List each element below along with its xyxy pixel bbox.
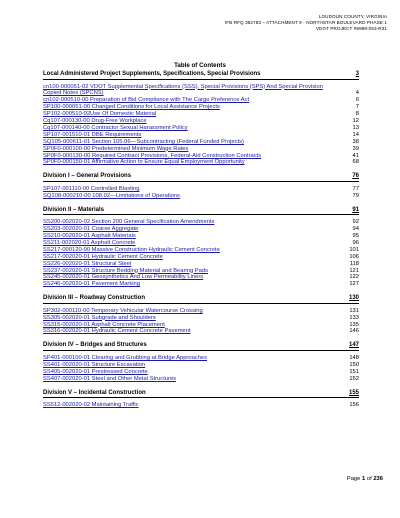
toc-entry[interactable] [43, 308, 359, 315]
toc-entry-link[interactable]: SS316-002020-01 Hydraulic Cement Concrete Pavement [43, 328, 191, 335]
toc-entry-link[interactable]: cn102-000510-00 Preparation of Bid Compliance with The Cargo Preference Act [43, 97, 250, 104]
toc-entry[interactable] [43, 261, 359, 268]
section-heading[interactable] [43, 295, 359, 304]
toc-entry[interactable] [43, 125, 359, 132]
toc-entry-page-number: 94 [352, 226, 359, 233]
toc-entry-link[interactable]: SS246-002020-01 Pavement Marking [43, 281, 140, 288]
toc-entry[interactable] [43, 233, 359, 240]
toc-entry[interactable] [43, 240, 359, 247]
toc-entry[interactable] [43, 111, 359, 118]
toc-entry-page-number: 12 [352, 118, 359, 125]
toc-entry[interactable] [43, 247, 359, 254]
toc-entry-link[interactable]: SP107-001510-01 DBE Requirements [43, 131, 142, 138]
toc-entry-link[interactable]: Cq107-000130-00 Drug-Free Workplace [43, 118, 147, 125]
toc-entry[interactable] [43, 315, 359, 322]
toc-entry-page-number: 148 [349, 354, 359, 361]
toc-entry[interactable] [43, 146, 359, 153]
toc-entry-page-number: 121 [349, 267, 359, 274]
toc-entry-page-number: 127 [349, 281, 359, 288]
section-page-number: 130 [348, 295, 359, 302]
toc-entry-page-number: 41 [352, 152, 359, 159]
toc-entry[interactable] [43, 219, 359, 226]
toc-entry-page-number: 133 [349, 314, 359, 321]
toc-entry-link[interactable]: SS217-000120-00 Massive Construction Hydraulic Cement Concrete [43, 246, 220, 253]
header-line-3: VDOT PROJECT #9999-053-R31 [315, 26, 387, 32]
section-page-number: 3 [355, 71, 359, 77]
section-title: Division IV – Bridges and Structures [43, 342, 147, 349]
section-title: Division V – Incidental Construction [43, 389, 146, 396]
footer-page-of: of [366, 476, 372, 482]
toc-entry[interactable] [43, 322, 359, 329]
toc-entry-page-number: 135 [349, 321, 359, 328]
toc-entry[interactable] [43, 104, 359, 111]
toc-entry-page-number: 150 [349, 361, 359, 368]
toc-entry[interactable] [43, 402, 359, 409]
toc-entry-page-number: 39 [352, 145, 359, 152]
toc-entry[interactable] [43, 186, 359, 193]
toc-entry-link[interactable]: SS200-002020-02 Section 200 General Specification Amendments [43, 219, 215, 226]
toc-entry[interactable] [43, 226, 359, 233]
toc-entry[interactable] [43, 193, 359, 200]
footer-page-total: 236 [373, 476, 383, 482]
toc-entry[interactable] [43, 97, 359, 104]
toc-entry-page-number: 14 [352, 131, 359, 138]
toc-entry-page-number: 156 [349, 402, 359, 408]
toc-entry-link[interactable]: SP401-000100-01 Clearing and Grubbing at Bridge Approaches [43, 354, 208, 361]
section-gap [43, 288, 359, 295]
table-of-contents [43, 71, 359, 409]
toc-entry-link[interactable]: SP302-000110-00 Temporary Vehicular Watercourse Crossing [43, 307, 203, 314]
toc-entry-link[interactable]: SS226-002020-01 Structural Steel [43, 260, 132, 267]
section-title: Division III – Roadway Construction [43, 295, 146, 302]
toc-entry-link[interactable]: SS211-002020-01 Asphalt Concrete [43, 239, 136, 246]
toc-entry[interactable] [43, 139, 359, 146]
section-title: Division I – General Provisions [43, 173, 132, 180]
toc-title: Table of Contents [174, 62, 226, 69]
toc-entry[interactable] [43, 118, 359, 125]
toc-entry-link[interactable]: cn100-000051-02 VDOT Supplemental Specifications (SSS), Special Provisions (SPS) And Special Provision Copied Notes (SPCNS) [43, 83, 323, 97]
toc-entry-page-number: 4 [355, 90, 359, 97]
section-heading[interactable] [43, 173, 359, 182]
toc-entry[interactable] [43, 362, 359, 369]
section-gap [43, 335, 359, 342]
toc-entry-link[interactable]: SP0F0-000150-01 Affirmative Action to Ensure Equal Employment Opportunity [43, 159, 245, 166]
toc-entry-page-number: 146 [349, 328, 359, 335]
toc-entry-page-number: 131 [349, 307, 359, 314]
toc-entry[interactable] [43, 328, 359, 335]
toc-entry-page-number: 38 [352, 138, 359, 145]
section-page-number: 91 [352, 206, 359, 213]
section-page-number: 155 [348, 389, 359, 396]
section-heading[interactable] [43, 342, 359, 351]
toc-entry-link[interactable]: SS405-002020-01 Prestressed Concrete [43, 368, 148, 375]
toc-entry-page-number: 13 [352, 124, 359, 131]
toc-entry-page-number: 92 [352, 219, 359, 226]
toc-entry-page-number: 96 [352, 239, 359, 246]
toc-entry[interactable] [43, 355, 359, 362]
page-footer [347, 476, 383, 482]
section-gap [43, 166, 359, 173]
toc-entry-page-number: 106 [349, 253, 359, 260]
toc-entry[interactable] [43, 268, 359, 275]
toc-entry-link[interactable]: SP0F0-000100-00 Predetermined Minimum Wage Rates [43, 145, 189, 152]
toc-entry-link[interactable]: SS245-002020-01 Geosynthetics And Low Permeability Liners [43, 274, 204, 281]
toc-entry[interactable] [43, 254, 359, 261]
toc-entry-page-number: 68 [352, 159, 359, 166]
toc-entry-page-number: 118 [349, 260, 359, 267]
toc-entry-link[interactable]: Cq107-000140-00 Contractor Sexual Harassment Policy [43, 124, 188, 131]
toc-entry-page-number: 6 [355, 97, 359, 104]
section-page-number: 147 [348, 342, 359, 349]
toc-entry-link[interactable]: SP0F0-000130-00 Required Contract Provisions, Federal-Aid Construction Contracts [43, 152, 262, 159]
section-gap [43, 383, 359, 390]
toc-entry[interactable] [43, 84, 359, 98]
section-gap [43, 200, 359, 207]
toc-entry-page-number: 122 [349, 274, 359, 281]
toc-entry[interactable] [43, 153, 359, 160]
header-line-2: IFB RFQ 382783 – ATTACHMENT 9 - NORTHSTAR BOULEVARD PHASE 1 [224, 20, 387, 26]
toc-entry-link[interactable]: SQ105-000611-01 Section 105.06—Subcontracting (Federal Funded Projects) [43, 138, 244, 145]
toc-entry-link[interactable]: SQ108-000210-00 108.02—Limitations of Operations [43, 192, 180, 199]
section-page-number: 76 [352, 173, 359, 180]
toc-entry-link[interactable]: SS401-002020-01 Structure Excavation [43, 361, 146, 368]
toc-entry-link[interactable]: SS203-002020-01 Coarse Aggregate [43, 226, 139, 233]
section-heading[interactable] [43, 207, 359, 216]
toc-entry[interactable] [43, 274, 359, 281]
toc-entry-page-number: 77 [352, 185, 359, 192]
toc-entry-link[interactable]: SP102-000510-02Use Of Domestic Material [43, 111, 157, 118]
toc-entry[interactable] [43, 376, 359, 383]
toc-entry[interactable] [43, 159, 359, 166]
section-title: Division II – Materials [43, 206, 105, 213]
toc-entry[interactable] [43, 369, 359, 376]
toc-entry-page-number: 151 [349, 368, 359, 375]
toc-entry-link[interactable]: SS315-002020-01 Asphalt Concrete Placement [43, 321, 165, 328]
toc-entry-link[interactable]: SS237-002020-01 Structure Bedding Material and Bearing Pads [43, 267, 208, 274]
document-header [225, 14, 387, 33]
toc-entry-link[interactable]: SS407-002020-01 Steel and Other Metal Structures [43, 375, 177, 382]
toc-entry[interactable] [43, 132, 359, 139]
toc-entry[interactable] [43, 281, 359, 288]
toc-entry-page-number: 95 [352, 233, 359, 239]
toc-entry-link[interactable]: SP100-000051-00 Changed Conditions for Local Assistance Projects [43, 104, 220, 111]
section-title: Local Administered Project Supplements, Specifications, Special Provisions [43, 71, 261, 77]
header-line-1: LOUDOUN COUNTY, VIRGINIA [318, 14, 387, 19]
toc-entry-link[interactable]: SS512-002020-02 Maintaining Traffic [43, 402, 139, 408]
toc-entry-page-number: 152 [349, 375, 359, 382]
section-heading[interactable] [43, 390, 359, 399]
footer-page-prefix: Page [346, 476, 361, 482]
toc-entry-page-number: 79 [352, 192, 359, 199]
toc-entry-page-number: 8 [355, 111, 359, 118]
toc-entry-page-number: 101 [349, 246, 359, 253]
toc-entry-link[interactable]: SS305-002020-01 Subgrade and Shoulders [43, 314, 156, 321]
toc-entry-page-number: 7 [355, 104, 359, 111]
toc-entry-link[interactable]: SP107-001110-00 Controlled Blasting [43, 185, 140, 192]
section-heading[interactable] [43, 71, 359, 80]
toc-entry-link[interactable]: SS210-002020-01 Asphalt Materials [43, 233, 136, 239]
toc-entry-link[interactable]: SS217-002020-01 Hydraulic Cement Concrete [43, 253, 163, 260]
footer-page-current: 1 [362, 476, 366, 482]
